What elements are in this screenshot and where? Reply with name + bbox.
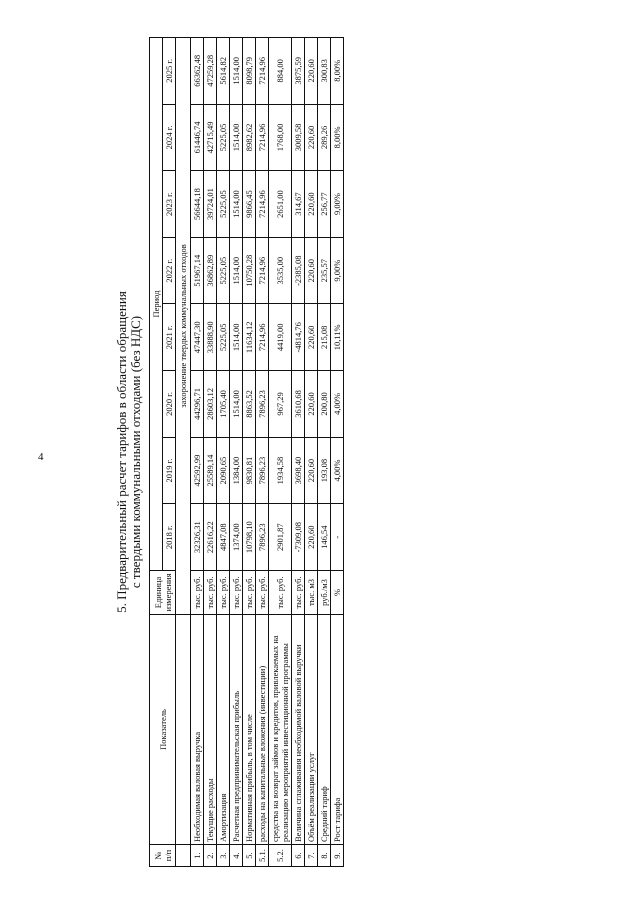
row-value: 47447,30 [191, 304, 204, 371]
row-value: 2651,00 [269, 171, 292, 238]
row-value: 10798,10 [243, 504, 256, 571]
row-value: 1514,00 [230, 304, 243, 371]
header-indicator: Показатель [150, 615, 176, 845]
row-value: 220,60 [305, 504, 318, 571]
row-value: 146,54 [318, 504, 331, 571]
row-value: 4419,00 [269, 304, 292, 371]
row-unit: % [331, 571, 344, 615]
row-value: 10750,28 [243, 237, 256, 304]
section-spacer [176, 615, 191, 845]
row-value: 1705,40 [217, 371, 230, 438]
row-value: 9830,81 [243, 437, 256, 504]
row-value: 9866,45 [243, 171, 256, 238]
row-number: 5.2. [269, 845, 292, 867]
row-value: 200,80 [318, 371, 331, 438]
row-value: 1374,00 [230, 504, 243, 571]
row-value: 7896,23 [256, 437, 269, 504]
row-value: 5225,05 [217, 237, 230, 304]
row-value: 220,60 [305, 304, 318, 371]
row-value: 7896,23 [256, 371, 269, 438]
row-value: 22616,22 [204, 504, 217, 571]
row-value: 28603,12 [204, 371, 217, 438]
row-value: 66362,48 [191, 38, 204, 105]
row-value: 215,08 [318, 304, 331, 371]
row-value: 25589,14 [204, 437, 217, 504]
page-number: 4 [38, 451, 44, 463]
row-value: 61446,74 [191, 104, 204, 171]
header-year: 2021 г. [163, 304, 176, 371]
row-indicator: Нормативная прибыль, в том числе [243, 615, 256, 845]
header-period: Период [150, 38, 163, 571]
row-value: 2090,65 [217, 437, 230, 504]
row-indicator: Текущие расходы [204, 615, 217, 845]
header-unit: Единица измерения [150, 571, 176, 615]
row-value: -7309,08 [292, 504, 305, 571]
section-spacer [176, 845, 191, 867]
row-value: 7896,23 [256, 504, 269, 571]
row-indicator: Расчетная предпринимательская прибыль [230, 615, 243, 845]
row-value: 51967,14 [191, 237, 204, 304]
row-value: 2901,87 [269, 504, 292, 571]
row-value: 9,00% [331, 171, 344, 238]
row-value: 7214,96 [256, 304, 269, 371]
row-value: 8,00% [331, 38, 344, 105]
section-label: захоронение твердых коммунальных отходов [176, 38, 191, 615]
row-value: 235,57 [318, 237, 331, 304]
row-value: 220,60 [305, 237, 318, 304]
row-value: 8863,52 [243, 371, 256, 438]
row-number: 4. [230, 845, 243, 867]
header-year: 2024 г. [163, 104, 176, 171]
row-value: 884,00 [269, 38, 292, 105]
row-unit: руб./м3 [318, 571, 331, 615]
row-value: 44296,71 [191, 371, 204, 438]
row-value: 3610,68 [292, 371, 305, 438]
table-row [191, 38, 204, 867]
row-unit: тыс. руб. [191, 571, 204, 615]
row-value: 289,26 [318, 104, 331, 171]
row-value: 5614,82 [217, 38, 230, 105]
row-value: 8098,79 [243, 38, 256, 105]
table-row [204, 38, 217, 867]
row-value: 4,00% [331, 437, 344, 504]
row-unit: тыс. руб. [217, 571, 230, 615]
section-row [176, 38, 191, 867]
row-number: 5.1. [256, 845, 269, 867]
row-unit: тыс. руб. [230, 571, 243, 615]
row-unit: тыс. руб. [292, 571, 305, 615]
row-unit: тыс. руб. [269, 571, 292, 615]
row-value: 1768,00 [269, 104, 292, 171]
row-value: 7214,96 [256, 104, 269, 171]
row-number: 6. [292, 845, 305, 867]
table-row [256, 38, 269, 867]
row-value: 33888,90 [204, 304, 217, 371]
row-value: 7214,96 [256, 237, 269, 304]
row-value: 4,00% [331, 371, 344, 438]
row-value: 1514,00 [230, 237, 243, 304]
header-no: № п/п [150, 845, 176, 867]
row-number: 3. [217, 845, 230, 867]
row-indicator: средства на возврат займов и кредитов, привлекаемых на реализацию мероприятий инвестиционной программы [269, 615, 292, 845]
row-value: 7214,96 [256, 171, 269, 238]
row-value: 193,08 [318, 437, 331, 504]
row-value: - [331, 504, 344, 571]
row-unit: тыс. руб. [243, 571, 256, 615]
row-number: 7. [305, 845, 318, 867]
row-indicator: Величина сглаживания необходимой валовой выручки [292, 615, 305, 845]
row-value: 5225,05 [217, 171, 230, 238]
table-row [243, 38, 256, 867]
row-value: 220,60 [305, 371, 318, 438]
row-value: 256,77 [318, 171, 331, 238]
row-value: 3535,00 [269, 237, 292, 304]
row-value: 220,60 [305, 171, 318, 238]
row-value: 11634,12 [243, 304, 256, 371]
row-number: 5. [243, 845, 256, 867]
row-value: 39724,01 [204, 171, 217, 238]
row-value: 8982,62 [243, 104, 256, 171]
row-number: 9. [331, 845, 344, 867]
row-value: 3875,59 [292, 38, 305, 105]
row-value: 42592,99 [191, 437, 204, 504]
row-value: 7214,96 [256, 38, 269, 105]
row-indicator: Объём реализации услуг [305, 615, 318, 845]
row-value: 10,11% [331, 304, 344, 371]
row-value: 56644,18 [191, 171, 204, 238]
header-year: 2019 г. [163, 437, 176, 504]
row-value: 5225,05 [217, 304, 230, 371]
row-number: 8. [318, 845, 331, 867]
row-value: 1514,00 [230, 38, 243, 105]
row-value: 1384,00 [230, 437, 243, 504]
row-value: 36862,89 [204, 237, 217, 304]
table-row [230, 38, 243, 867]
row-value: -2385,08 [292, 237, 305, 304]
header-row-1 [150, 38, 163, 867]
row-value: 220,60 [305, 38, 318, 105]
table-row [217, 38, 230, 867]
row-value: 220,60 [305, 104, 318, 171]
row-value: 314,67 [292, 171, 305, 238]
row-unit: тыс. руб. [256, 571, 269, 615]
header-year: 2022 г. [163, 237, 176, 304]
title-line-2: с твердыми коммунальными отходами (без НДС) [128, 315, 143, 589]
row-value: 300,83 [318, 38, 331, 105]
table-row [318, 38, 331, 867]
row-value: 1514,00 [230, 104, 243, 171]
row-indicator: Рост тарифа [331, 615, 344, 845]
header-year: 2018 г. [163, 504, 176, 571]
row-value: 1514,00 [230, 371, 243, 438]
page-title [115, 37, 143, 867]
row-value: 967,29 [269, 371, 292, 438]
table-row [269, 38, 292, 867]
rotated-page-content [115, 37, 525, 867]
row-indicator: Амортизация [217, 615, 230, 845]
header-year: 2025 г. [163, 38, 176, 105]
row-indicator: Средний тариф [318, 615, 331, 845]
table-row [292, 38, 305, 867]
row-indicator: расходы на капитальные вложения (инвестиции) [256, 615, 269, 845]
row-number: 2. [204, 845, 217, 867]
title-line-1: 5. Предварительный расчет тарифов в области обращения [114, 291, 129, 613]
row-value: 42715,49 [204, 104, 217, 171]
row-value: 1514,00 [230, 171, 243, 238]
row-value: 220,60 [305, 437, 318, 504]
table-body [176, 38, 344, 867]
row-value: 1934,58 [269, 437, 292, 504]
tariff-table [149, 37, 344, 867]
row-value: 3698,40 [292, 437, 305, 504]
table-row [331, 38, 344, 867]
row-unit: тыс. м3 [305, 571, 318, 615]
row-unit: тыс. руб. [204, 571, 217, 615]
row-number: 1. [191, 845, 204, 867]
row-value: -4814,76 [292, 304, 305, 371]
row-value: 8,00% [331, 104, 344, 171]
row-value: 3009,58 [292, 104, 305, 171]
header-year: 2023 г. [163, 171, 176, 238]
row-value: 5225,05 [217, 104, 230, 171]
row-indicator: Необходимая валовая выручка [191, 615, 204, 845]
row-value: 9,00% [331, 237, 344, 304]
table-row [305, 38, 318, 867]
row-value: 4847,08 [217, 504, 230, 571]
header-year: 2020 г. [163, 371, 176, 438]
row-value: 47259,28 [204, 38, 217, 105]
row-value: 32326,31 [191, 504, 204, 571]
